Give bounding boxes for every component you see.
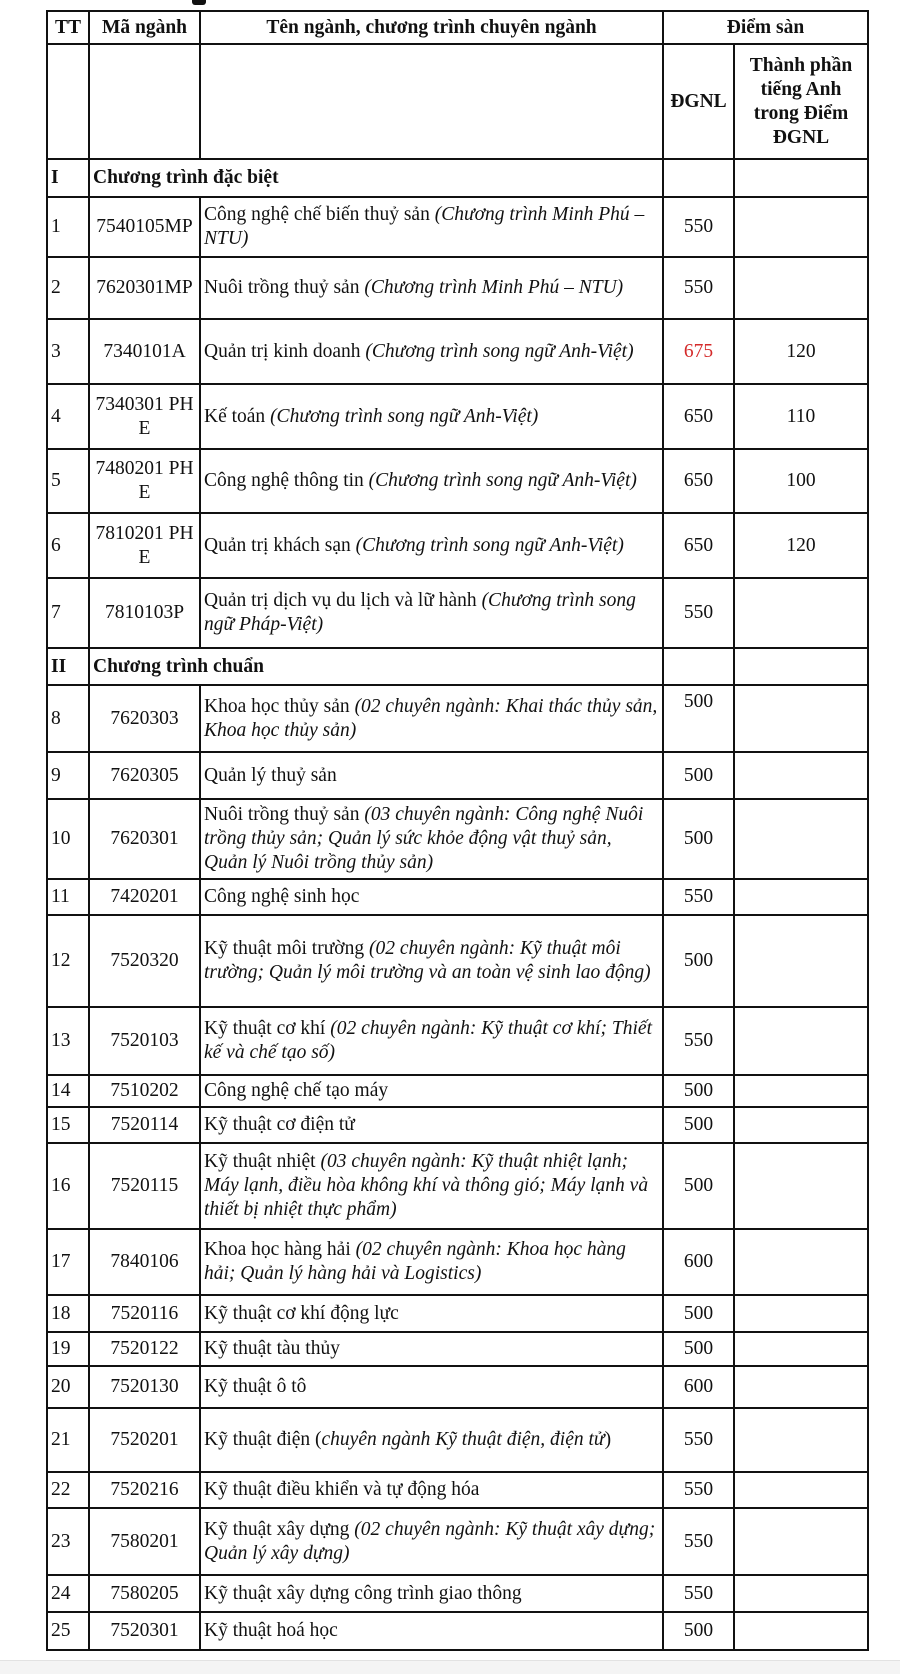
row-tt: 11 <box>47 879 89 915</box>
row-english-score <box>734 1295 868 1332</box>
program-name: Kỹ thuật tàu thủy <box>204 1338 340 1359</box>
program-name: Kỹ thuật cơ khí <box>204 1018 331 1039</box>
row-english-score <box>734 915 868 1007</box>
row-english-score <box>734 1229 868 1295</box>
row-tt: 2 <box>47 257 89 319</box>
row-ma-nganh: 7580205 <box>89 1575 200 1612</box>
row-ten-nganh <box>200 197 663 257</box>
row-english-score: 100 <box>734 449 868 513</box>
header-row <box>47 11 868 44</box>
table-row <box>47 1107 868 1143</box>
row-dgnl-score: 550 <box>663 578 734 648</box>
table-body <box>47 159 868 1650</box>
row-ma-nganh: 7520114 <box>89 1107 200 1143</box>
program-name: Kỹ thuật môi trường <box>204 938 369 959</box>
program-note: (Chương trình song ngữ Anh-Việt) <box>365 340 634 362</box>
row-dgnl-score: 500 <box>663 799 734 879</box>
row-ten-nganh <box>200 685 663 752</box>
program-name: Quản trị khách sạn <box>204 534 356 556</box>
row-english-score <box>734 1107 868 1143</box>
row-dgnl-score: 500 <box>663 685 734 752</box>
row-tt: 22 <box>47 1472 89 1508</box>
row-dgnl-score: 550 <box>663 1007 734 1075</box>
header-diem-san: Điểm sàn <box>663 11 868 44</box>
row-ten-nganh <box>200 1366 663 1408</box>
row-ten-nganh <box>200 1575 663 1612</box>
row-dgnl-score: 600 <box>663 1366 734 1408</box>
header-ma-nganh: Mã ngành <box>89 11 200 44</box>
row-tt: 5 <box>47 449 89 513</box>
row-ma-nganh: 7510202 <box>89 1075 200 1107</box>
row-ten-nganh <box>200 1332 663 1366</box>
table-row <box>47 1472 868 1508</box>
row-tt: 14 <box>47 1075 89 1107</box>
row-dgnl-score: 500 <box>663 915 734 1007</box>
row-ten-nganh <box>200 1612 663 1650</box>
table-row <box>47 1295 868 1332</box>
program-name: Quản lý thuỷ sản <box>204 764 337 786</box>
section-row <box>47 159 868 197</box>
row-ma-nganh: 7520320 <box>89 915 200 1007</box>
program-name: Quản trị kinh doanh <box>204 340 366 362</box>
program-note: (02 chuyên ngành: Kỹ thuật cơ khí; Thiết kế và chế tạo số) <box>204 1018 653 1063</box>
program-name: Công nghệ sinh học <box>204 886 360 907</box>
row-english-score <box>734 752 868 799</box>
row-ten-nganh <box>200 879 663 915</box>
program-name: Kế toán <box>204 405 271 427</box>
table-row <box>47 319 868 384</box>
section-title: Chương trình đặc biệt <box>89 159 663 197</box>
row-ten-nganh <box>200 513 663 578</box>
section-empty <box>663 159 734 197</box>
row-tt: 25 <box>47 1612 89 1650</box>
table-row <box>47 1007 868 1075</box>
program-name: Công nghệ chế tạo máy <box>204 1080 389 1101</box>
row-dgnl-score: 500 <box>663 1143 734 1229</box>
row-ma-nganh: 7480201 PHE <box>89 449 200 513</box>
program-name: Kỹ thuật cơ điện tử <box>204 1114 355 1135</box>
row-ma-nganh: 7340101A <box>89 319 200 384</box>
row-ma-nganh: 7580201 <box>89 1508 200 1575</box>
row-ma-nganh: 7520103 <box>89 1007 200 1075</box>
row-dgnl-score: 500 <box>663 752 734 799</box>
clipped-heading-fragment <box>150 0 210 6</box>
row-dgnl-score: 500 <box>663 1295 734 1332</box>
program-note: (02 chuyên ngành: Kỹ thuật xây dựng; Quản lý xây dựng) <box>204 1518 656 1564</box>
row-ma-nganh: 7520116 <box>89 1295 200 1332</box>
row-ma-nganh: 7520301 <box>89 1612 200 1650</box>
row-ma-nganh: 7420201 <box>89 879 200 915</box>
row-dgnl-score: 500 <box>663 1075 734 1107</box>
row-ten-nganh <box>200 752 663 799</box>
subheader-empty <box>89 44 200 159</box>
program-note: (02 chuyên ngành: Khoa học hàng hải; Quản lý hàng hải và Logistics) <box>204 1239 626 1284</box>
row-dgnl-score: 550 <box>663 1575 734 1612</box>
row-ten-nganh <box>200 1472 663 1508</box>
row-ma-nganh: 7340301 PHE <box>89 384 200 449</box>
table-row <box>47 879 868 915</box>
row-english-score <box>734 1366 868 1408</box>
row-tt: 23 <box>47 1508 89 1575</box>
row-ten-nganh <box>200 915 663 1007</box>
row-ten-nganh <box>200 1408 663 1472</box>
row-tt: 15 <box>47 1107 89 1143</box>
row-dgnl-score: 550 <box>663 879 734 915</box>
row-ten-nganh <box>200 1107 663 1143</box>
section-id: I <box>47 159 89 197</box>
subheader-empty <box>200 44 663 159</box>
program-note-close: ) <box>604 1429 612 1450</box>
row-ma-nganh: 7620301MP <box>89 257 200 319</box>
row-english-score <box>734 1007 868 1075</box>
row-ma-nganh: 7520122 <box>89 1332 200 1366</box>
program-name: Công nghệ thông tin <box>204 470 369 491</box>
row-ma-nganh: 7520130 <box>89 1366 200 1408</box>
row-dgnl-score: 550 <box>663 1472 734 1508</box>
row-dgnl-score: 500 <box>663 1612 734 1650</box>
row-dgnl-score: 650 <box>663 449 734 513</box>
program-name: Kỹ thuật điện ( <box>204 1429 322 1450</box>
table-row <box>47 578 868 648</box>
section-empty <box>734 159 868 197</box>
program-name: Kỹ thuật hoá học <box>204 1620 338 1641</box>
table-row <box>47 1508 868 1575</box>
row-english-score <box>734 685 868 752</box>
program-note: (02 chuyên ngành: Khai thác thủy sản, Khoa học thủy sản) <box>204 695 658 741</box>
program-note: (03 chuyên ngành: Công nghệ Nuôi trồng thủy sản; Quản lý sức khỏe động vật thuỷ sản, Quản lý Nuôi trồng thủy sản) <box>204 804 644 873</box>
row-ten-nganh <box>200 257 663 319</box>
row-tt: 4 <box>47 384 89 449</box>
table-row <box>47 449 868 513</box>
section-row <box>47 648 868 685</box>
row-english-score: 120 <box>734 319 868 384</box>
header-ten-nganh: Tên ngành, chương trình chuyên ngành <box>200 11 663 44</box>
program-note: (Chương trình song ngữ Anh-Việt) <box>270 405 539 427</box>
program-name: Kỹ thuật nhiệt <box>204 1151 321 1172</box>
program-note: chuyên ngành Kỹ thuật điện, điện tử <box>321 1429 605 1450</box>
section-id: II <box>47 648 89 685</box>
program-note: (02 chuyên ngành: Kỹ thuật môi trường; Quản lý môi trường và an toàn vệ sinh lao động) <box>204 938 651 983</box>
header-dgnl: ĐGNL <box>663 44 734 159</box>
row-ma-nganh: 7810201 PHE <box>89 513 200 578</box>
row-ma-nganh: 7540105MP <box>89 197 200 257</box>
program-note: (Chương trình song ngữ Anh-Việt) <box>368 470 637 491</box>
row-tt: 24 <box>47 1575 89 1612</box>
row-english-score <box>734 578 868 648</box>
row-tt: 1 <box>47 197 89 257</box>
score-table <box>46 10 869 1651</box>
row-tt: 9 <box>47 752 89 799</box>
program-name: Kỹ thuật xây dựng <box>204 1518 355 1540</box>
row-tt: 10 <box>47 799 89 879</box>
row-tt: 20 <box>47 1366 89 1408</box>
row-english-score: 110 <box>734 384 868 449</box>
table-row <box>47 1575 868 1612</box>
row-ma-nganh: 7520201 <box>89 1408 200 1472</box>
section-empty <box>663 648 734 685</box>
program-name: Kỹ thuật ô tô <box>204 1376 307 1397</box>
table-row <box>47 915 868 1007</box>
row-ten-nganh <box>200 799 663 879</box>
program-name: Nuôi trồng thuỷ sản <box>204 277 365 298</box>
row-english-score <box>734 197 868 257</box>
row-dgnl-score: 500 <box>663 1332 734 1366</box>
program-name: Quản trị dịch vụ du lịch và lữ hành <box>204 590 482 611</box>
row-ma-nganh: 7620301 <box>89 799 200 879</box>
row-english-score <box>734 1075 868 1107</box>
table-row <box>47 799 868 879</box>
subheader-row <box>47 44 868 159</box>
row-dgnl-score: 650 <box>663 384 734 449</box>
bottom-edge <box>0 1660 900 1674</box>
row-tt: 12 <box>47 915 89 1007</box>
row-ten-nganh <box>200 319 663 384</box>
row-ten-nganh <box>200 384 663 449</box>
row-english-score <box>734 879 868 915</box>
row-english-score <box>734 1332 868 1366</box>
subheader-empty <box>47 44 89 159</box>
table-row <box>47 685 868 752</box>
row-english-score <box>734 1143 868 1229</box>
program-note: (03 chuyên ngành: Kỹ thuật nhiệt lạnh; Máy lạnh, điều hòa không khí và thông gió; Máy lạnh và thiết bị nhiệt thực phẩm) <box>204 1151 649 1220</box>
row-ten-nganh <box>200 1075 663 1107</box>
row-dgnl-score: 550 <box>663 257 734 319</box>
row-english-score <box>734 1408 868 1472</box>
row-english-score <box>734 1575 868 1612</box>
row-english-score <box>734 257 868 319</box>
table-row <box>47 1612 868 1650</box>
row-tt: 18 <box>47 1295 89 1332</box>
row-tt: 8 <box>47 685 89 752</box>
row-tt: 16 <box>47 1143 89 1229</box>
row-tt: 3 <box>47 319 89 384</box>
program-name: Khoa học thủy sản <box>204 695 355 717</box>
program-name: Khoa học hàng hải <box>204 1239 356 1260</box>
program-note: (Chương trình song ngữ Anh-Việt) <box>355 534 624 556</box>
row-english-score <box>734 1508 868 1575</box>
program-name: Công nghệ chế biến thuỷ sản <box>204 204 435 225</box>
table-row <box>47 1143 868 1229</box>
row-english-score <box>734 1472 868 1508</box>
table-row <box>47 513 868 578</box>
row-dgnl-score: 675 <box>663 319 734 384</box>
row-ma-nganh: 7840106 <box>89 1229 200 1295</box>
row-english-score <box>734 799 868 879</box>
row-tt: 6 <box>47 513 89 578</box>
program-name: Kỹ thuật điều khiển và tự động hóa <box>204 1479 480 1500</box>
row-tt: 21 <box>47 1408 89 1472</box>
table-row <box>47 1075 868 1107</box>
table-row <box>47 1229 868 1295</box>
header-tt: TT <box>47 11 89 44</box>
table-row <box>47 1408 868 1472</box>
row-ma-nganh: 7620303 <box>89 685 200 752</box>
row-dgnl-score: 600 <box>663 1229 734 1295</box>
section-title: Chương trình chuẩn <box>89 648 663 685</box>
program-note: (Chương trình Minh Phú – NTU) <box>364 277 624 298</box>
row-tt: 19 <box>47 1332 89 1366</box>
row-ten-nganh <box>200 1229 663 1295</box>
row-dgnl-score: 650 <box>663 513 734 578</box>
row-english-score: 120 <box>734 513 868 578</box>
row-ten-nganh <box>200 578 663 648</box>
row-dgnl-score: 500 <box>663 1107 734 1143</box>
table-row <box>47 384 868 449</box>
program-name: Kỹ thuật xây dựng công trình giao thông <box>204 1582 522 1604</box>
table-row <box>47 752 868 799</box>
row-dgnl-score: 550 <box>663 197 734 257</box>
row-tt: 7 <box>47 578 89 648</box>
row-ten-nganh <box>200 1295 663 1332</box>
row-dgnl-score: 550 <box>663 1408 734 1472</box>
program-note: (Chương trình Minh Phú – NTU) <box>204 204 645 249</box>
section-empty <box>734 648 868 685</box>
row-english-score <box>734 1612 868 1650</box>
program-name: Kỹ thuật cơ khí động lực <box>204 1302 399 1324</box>
table-row <box>47 257 868 319</box>
table-row <box>47 1366 868 1408</box>
row-ma-nganh: 7520216 <box>89 1472 200 1508</box>
header-tieng-anh: Thành phần tiếng Anh trong Điểm ĐGNL <box>734 44 868 159</box>
row-ma-nganh: 7520115 <box>89 1143 200 1229</box>
row-ma-nganh: 7810103P <box>89 578 200 648</box>
row-ten-nganh <box>200 1007 663 1075</box>
row-dgnl-score: 550 <box>663 1508 734 1575</box>
row-ten-nganh <box>200 1508 663 1575</box>
table-row <box>47 197 868 257</box>
row-ma-nganh: 7620305 <box>89 752 200 799</box>
program-note: (Chương trình song ngữ Pháp-Việt) <box>204 590 636 635</box>
program-name: Nuôi trồng thuỷ sản <box>204 804 365 825</box>
row-ten-nganh <box>200 449 663 513</box>
row-tt: 13 <box>47 1007 89 1075</box>
row-ten-nganh <box>200 1143 663 1229</box>
row-tt: 17 <box>47 1229 89 1295</box>
table-row <box>47 1332 868 1366</box>
